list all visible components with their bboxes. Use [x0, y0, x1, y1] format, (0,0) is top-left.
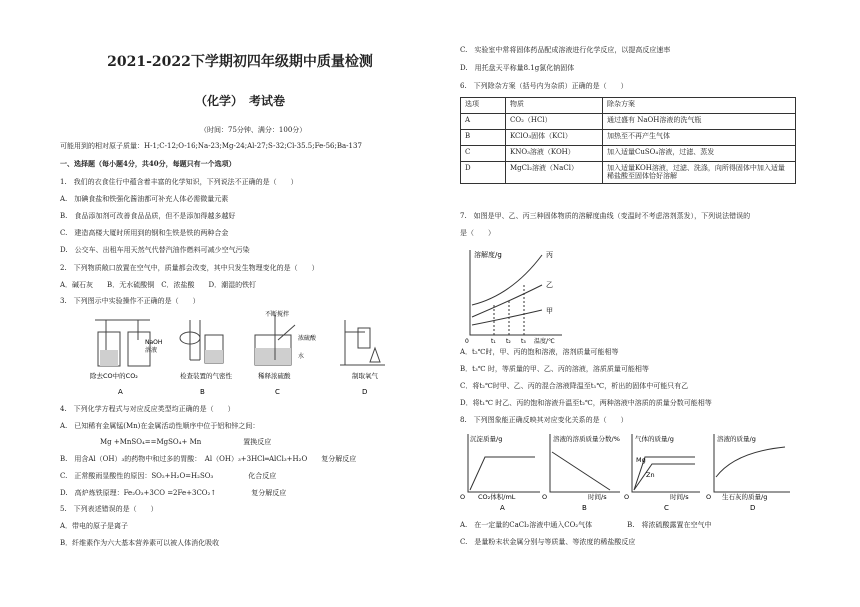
graph-a — [460, 434, 540, 512]
graph-d-origin: O — [706, 493, 712, 501]
table-cell: KClO₃固体（KCl） — [506, 130, 603, 146]
table-cell: A — [461, 114, 506, 130]
question-line: 是（ ） — [460, 229, 495, 237]
q3-letter-a: A — [118, 388, 123, 396]
graph-a-letter: A — [500, 504, 505, 512]
apparatus-b — [180, 320, 223, 363]
naoh-label-2: 溶液 — [145, 347, 158, 354]
graph-a-xlabel: CO₂体积/mL — [478, 493, 516, 501]
question-line: 3. 下列图示中实验操作不正确的是（ ） — [60, 297, 200, 305]
option-line: C. 实验室中常将固体药品配成溶液进行化学反应，以提高反应速率 — [460, 46, 671, 54]
table-cell: 加入适量KOH溶液，过滤、洗涤，向所得固体中加入适量稀盐酸至固体恰好溶解 — [603, 162, 796, 184]
graph-c-ylabel: 气体的质量/g — [635, 435, 674, 443]
section-heading: 一、选择题（每小题4分，共40分，每题只有一个选项） — [60, 159, 236, 168]
graph-b-xlabel: 时间/s — [588, 493, 607, 501]
option-line: A. 已知稀有金属锰(Mn)在金属活动性顺序中位于铝和锌之间： — [60, 422, 260, 430]
option-line: B．纤维素作为六大基本营养素可以被人体消化吸收 — [60, 539, 220, 547]
option-line: B．t₃℃ 时，等质量的甲、乙、丙的溶液，溶质质量可能相等 — [460, 365, 649, 373]
q3-figure — [90, 310, 410, 400]
table-row — [461, 130, 796, 146]
atomic-masses: 可能用到的相对原子质量：H-1;C-12;O-16;Na-23;Mg-24;Al-27;S-32;Cl-35.5;Fe-56;Ba-137 — [60, 142, 362, 150]
curve-bing — [472, 255, 542, 305]
exam-title: 2021-2022下学期初四年级期中质量检测 — [107, 54, 373, 70]
tick-t3: t₃ — [521, 338, 526, 345]
graph-b-ylabel: 溶液的溶质质量分数/% — [553, 435, 620, 443]
q8-graphs — [460, 432, 810, 512]
question-line: 2. 下列物质敞口放置在空气中，质量都会改变，其中只发生物理变化的是（ ） — [60, 264, 319, 272]
time-info: （时间：75分钟、满分：100分） — [200, 126, 307, 134]
table-header: 选项 — [461, 98, 506, 114]
table-cell: 加入适量CuSO₄溶液，过滤、蒸发 — [603, 146, 796, 162]
option-line: C. 建造高楼大厦时所用到的钢和生铁是铁的两种合金 — [60, 229, 229, 237]
exam-subtitle: （化学） 考试卷 — [194, 94, 285, 108]
table-row — [461, 162, 796, 184]
option-line: C．将t₂℃时甲、乙、丙的混合溶液降温至t₁℃，析出的固体中可能只有乙 — [460, 382, 689, 390]
table-cell: CO₂（HCl） — [506, 114, 603, 130]
option-line: A. 在一定量的CaCl₂溶液中通入CO₂气体 B. 将浓硫酸露置在空气中 — [460, 521, 712, 529]
table-header: 物质 — [506, 98, 603, 114]
option-line: D. 公交车、出租车用天然气代替汽油作燃料可减少空气污染 — [60, 246, 250, 254]
tick-0: 0 — [465, 338, 469, 345]
q3-letter-c: C — [275, 388, 280, 396]
question-line: 6. 下列除杂方案（括号内为杂质）正确的是（ ） — [460, 82, 628, 90]
graph-d-xlabel: 生石灰的质量/g — [722, 493, 768, 501]
graph-c-letter: C — [664, 504, 669, 512]
series-bing: 丙 — [546, 251, 553, 259]
series-jia: 甲 — [546, 307, 553, 315]
question-line: 1. 我们的衣食住行中蕴含着丰富的化学知识，下列说法不正确的是（ ） — [60, 178, 298, 186]
guide-lines — [494, 285, 524, 335]
table-row — [461, 146, 796, 162]
option-line: C. 正常酸雨显酸性的原因：SO₂+H₂O=H₂SO₃ 化合反应 — [60, 472, 277, 480]
tick-t2: t₂ — [506, 338, 511, 345]
option-line: A．t₂℃时，甲、丙的饱和溶液，溶剂质量可能相等 — [460, 348, 619, 356]
graph-c-zn: Zn — [646, 471, 655, 479]
purification-table — [460, 97, 796, 184]
naoh-label: NaOH — [145, 339, 163, 346]
option-line: C. 是量粉末状金属分别与等质量、等浓度的稀盐酸反应 — [460, 538, 636, 546]
apparatus-c — [255, 315, 295, 365]
q3-letter-b: B — [200, 388, 205, 396]
option-line: B. 用含Al（OH）₃的药物中和过多的胃酸： Al（OH）₃+3HCl═AlCl₃+H₂O 复分解反应 — [60, 455, 357, 463]
stir-label: 不断搅拌 — [265, 311, 290, 318]
table-cell: C — [461, 146, 506, 162]
graph-c-xlabel: 时间/s — [670, 493, 689, 501]
graph-a-origin: O — [460, 493, 466, 501]
q3-label-b: 检查装置的气密性 — [180, 372, 232, 380]
option-line: A．带电的原子是离子 — [60, 522, 129, 530]
table-header: 除杂方案 — [603, 98, 796, 114]
q3-letter-d: D — [362, 388, 368, 396]
option-line: A. 加碘食盐和铁强化酱油都可补充人体必需微量元素 — [60, 195, 229, 203]
question-line: 7. 如图是甲、乙、丙三种固体物质的溶解度曲线（变温时不考虑溶剂蒸发），下列说法错误的 — [460, 212, 751, 220]
graph-d-ylabel: 溶液的质量/g — [717, 435, 756, 443]
question-line: 8. 下列图象能正确反映其对应变化关系的是（ ） — [460, 416, 628, 424]
table-cell: 通过盛有 NaOH溶液的洗气瓶 — [603, 114, 796, 130]
option-line: D. 用托盘天平称量8.1g氯化钠固体 — [460, 64, 575, 72]
graph-c — [624, 434, 700, 512]
option-line: Mg +MnSO₄==MgSO₄+ Mn 置换反应 — [100, 438, 272, 446]
series-yi: 乙 — [546, 281, 553, 289]
graph-b — [542, 434, 620, 512]
graph-d-letter: D — [750, 504, 756, 512]
table-cell: 加热至不再产生气体 — [603, 130, 796, 146]
apparatus-a — [95, 320, 150, 366]
q3-label-c: 稀释浓硫酸 — [258, 372, 291, 380]
table-header-row — [461, 98, 796, 114]
table-cell: KNO₃溶液（KOH） — [506, 146, 603, 162]
graph-b-origin: O — [542, 493, 548, 501]
graph-c-mg: Mg — [636, 456, 646, 464]
graph-b-letter: B — [582, 504, 587, 512]
graph-c-origin: O — [624, 493, 630, 501]
q3-label-d: 制取氧气 — [352, 372, 378, 380]
option-line: D. 高炉炼铁原理：Fe₂O₃+3CO =2Fe+3CO₂↑ 复分解反应 — [60, 489, 287, 497]
option-line: B. 食品添加剂可改善食品品质，但不是添加得越多越好 — [60, 212, 236, 220]
table-row — [461, 114, 796, 130]
graph-d — [706, 434, 790, 512]
table-cell: B — [461, 130, 506, 146]
solubility-chart — [462, 245, 572, 345]
option-line: D．将t₁℃ 时乙、丙的饱和溶液升温至t₂℃，两种溶液中溶质的质量分数可能相等 — [460, 399, 712, 407]
apparatus-d — [340, 320, 385, 365]
water-label: 水 — [298, 353, 305, 360]
question-line: 5. 下列表述错误的是（ ） — [60, 505, 158, 513]
tick-t1: t₁ — [491, 338, 496, 345]
question-line: 4. 下列化学方程式与对应反应类型均正确的是（ ） — [60, 405, 235, 413]
x-label: 温度/℃ — [534, 338, 555, 345]
table-cell: D — [461, 162, 506, 184]
acid-label: 浓硫酸 — [298, 335, 317, 342]
graph-a-ylabel: 沉淀质量/g — [470, 435, 503, 443]
y-label: 溶解度/g — [474, 251, 502, 259]
option-line: A．碱石灰 B．无水硫酸铜 C．浓盐酸 D．潮湿的铁钉 — [60, 281, 257, 289]
table-cell: MgCl₂溶液（NaCl） — [506, 162, 603, 184]
q3-label-a: 除去CO中的CO₂ — [90, 372, 138, 380]
